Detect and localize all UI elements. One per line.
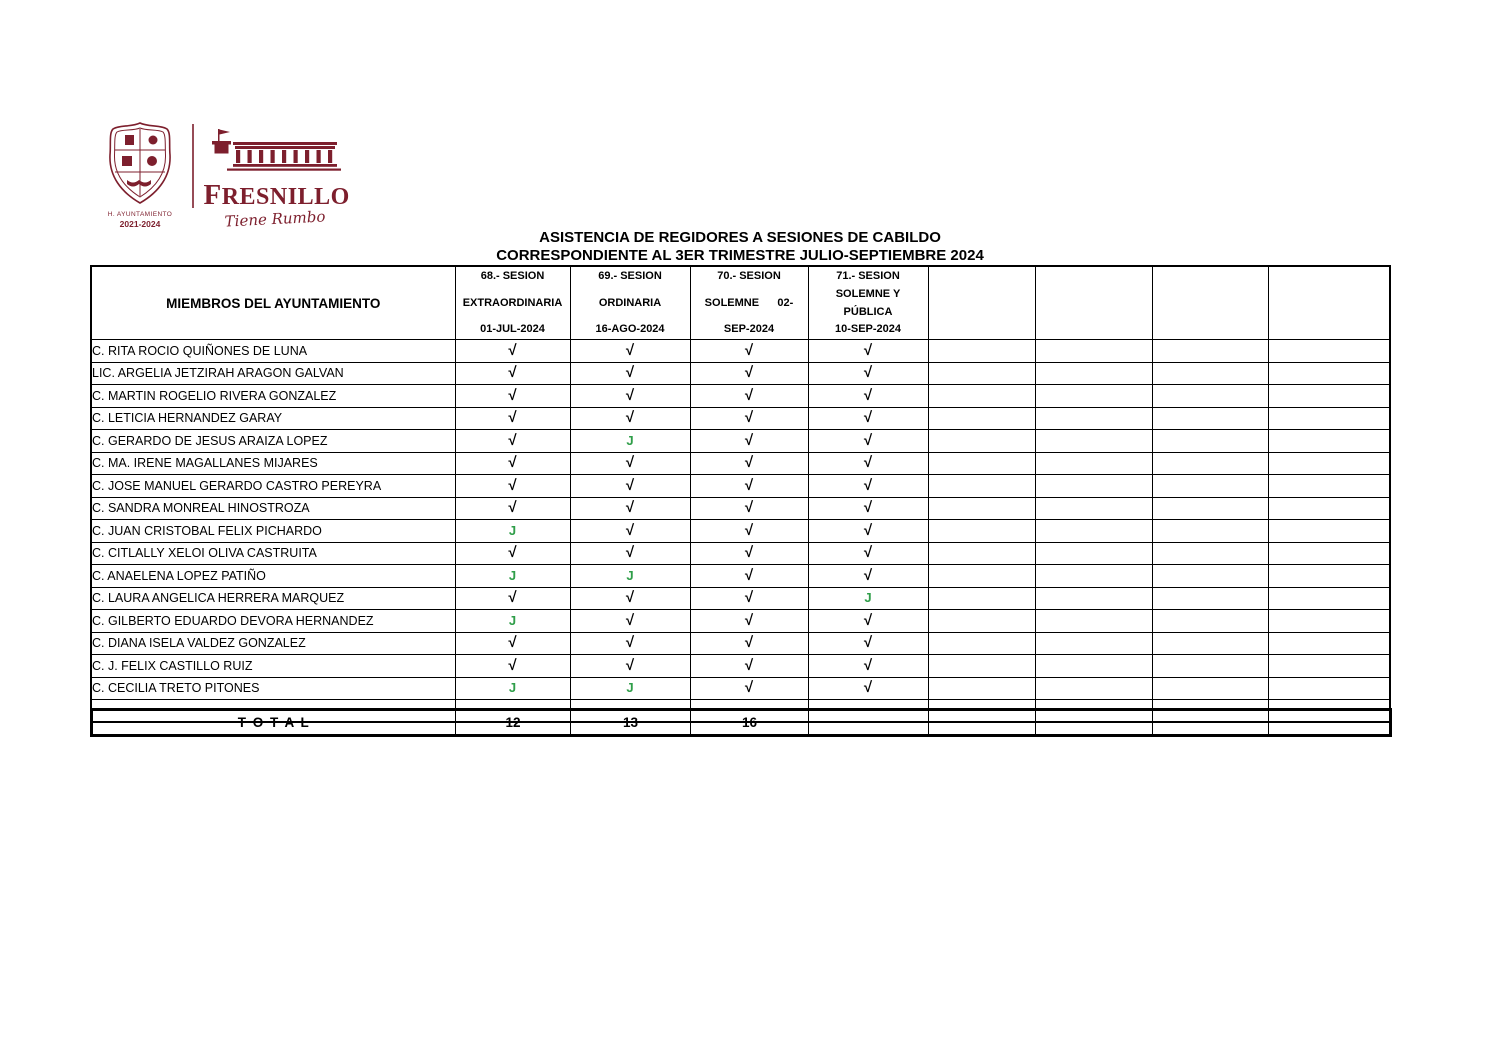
empty-cell (1268, 430, 1390, 453)
present-checkmark: √ (625, 409, 635, 427)
attendance-mark-cell (808, 362, 928, 385)
member-name-cell: C. LETICIA HERNANDEZ GARAY (91, 407, 455, 430)
empty-cell (928, 655, 1035, 678)
total-row-table (90, 708, 1392, 737)
attendance-mark-cell (690, 655, 808, 678)
total-value-cell (929, 710, 1036, 736)
member-row (91, 565, 1390, 588)
empty-cell (1268, 587, 1390, 610)
present-checkmark: √ (625, 611, 635, 629)
session-column-header-71 (808, 266, 928, 340)
empty-cell (928, 475, 1035, 498)
attendance-mark-cell (808, 385, 928, 408)
municipal-coat-of-arms (96, 120, 184, 229)
total-value-cell (1153, 710, 1269, 736)
empty-cell (928, 362, 1035, 385)
attendance-mark-cell (570, 520, 690, 543)
attendance-mark-cell (808, 655, 928, 678)
empty-cell (1268, 610, 1390, 633)
attendance-mark-cell (808, 497, 928, 520)
ayuntamiento-caption: H. AYUNTAMIENTO (107, 211, 173, 218)
logo-divider (192, 124, 194, 208)
session-column-header-69 (570, 266, 690, 340)
session-header-line: 70.- SESION (717, 270, 781, 282)
empty-cell (1035, 452, 1152, 475)
fresnillo-logo (203, 128, 350, 231)
member-row (91, 452, 1390, 475)
empty-cell (1152, 520, 1268, 543)
session-column-header-68 (455, 266, 570, 340)
present-checkmark: √ (863, 341, 873, 359)
attendance-mark-cell (570, 655, 690, 678)
attendance-mark-cell (690, 340, 808, 363)
session-header-line: 16-AGO-2024 (595, 323, 665, 336)
empty-cell (928, 542, 1035, 565)
member-name-cell: C. DIANA ISELA VALDEZ GONZALEZ (91, 632, 455, 655)
total-value-cell: 12 (456, 710, 571, 736)
session-header-lines (691, 268, 808, 338)
member-row (91, 587, 1390, 610)
empty-cell (928, 520, 1035, 543)
empty-cell (1152, 497, 1268, 520)
member-name-cell: C. MA. IRENE MAGALLANES MIJARES (91, 452, 455, 475)
member-row (91, 340, 1390, 363)
present-checkmark: √ (508, 499, 517, 517)
attendance-mark-cell (690, 610, 808, 633)
attendance-mark-cell (570, 452, 690, 475)
present-checkmark: √ (863, 521, 873, 539)
member-row (91, 542, 1390, 565)
attendance-mark-cell (690, 385, 808, 408)
present-checkmark: √ (863, 454, 873, 472)
present-checkmark: √ (863, 634, 873, 652)
member-name-cell: LIC. ARGELIA JETZIRAH ARAGON GALVAN (91, 362, 455, 385)
empty-cell (1152, 362, 1268, 385)
present-checkmark: √ (744, 634, 754, 652)
session-column-header-70 (690, 266, 808, 340)
empty-cell (1152, 565, 1268, 588)
present-checkmark: √ (508, 341, 517, 359)
attendance-mark-cell (690, 632, 808, 655)
empty-cell (1152, 542, 1268, 565)
member-name-cell: C. JOSE MANUEL GERARDO CASTRO PEREYRA (91, 475, 455, 498)
member-row (91, 632, 1390, 655)
attendance-mark-cell (455, 655, 570, 678)
attendance-mark-cell (570, 632, 690, 655)
ayuntamiento-years: 2021-2024 (119, 219, 161, 229)
empty-cell (1035, 655, 1152, 678)
present-checkmark: √ (863, 544, 873, 562)
attendance-mark-cell (570, 362, 690, 385)
attendance-mark-cell (690, 565, 808, 588)
empty-cell (1152, 677, 1268, 700)
empty-column-header (1035, 266, 1152, 340)
present-checkmark: √ (744, 386, 754, 404)
attendance-mark-cell (570, 475, 690, 498)
session-header-line: 68.- SESION (480, 270, 545, 282)
member-name-cell: C. JUAN CRISTOBAL FELIX PICHARDO (91, 520, 455, 543)
member-name-cell: C. LAURA ANGELICA HERRERA MARQUEZ (91, 587, 455, 610)
attendance-mark-cell (570, 610, 690, 633)
member-name-cell: C. RITA ROCIO QUIÑONES DE LUNA (91, 340, 455, 363)
attendance-table (90, 265, 1391, 723)
total-value-cell (1036, 710, 1153, 736)
present-checkmark: √ (744, 544, 754, 562)
empty-cell (1035, 407, 1152, 430)
attendance-mark-cell (455, 407, 570, 430)
attendance-mark-cell (808, 452, 928, 475)
empty-cell (1035, 385, 1152, 408)
empty-cell (1268, 542, 1390, 565)
present-checkmark: √ (744, 656, 754, 674)
attendance-mark-cell (690, 362, 808, 385)
empty-cell (1035, 632, 1152, 655)
present-checkmark: √ (744, 566, 754, 584)
justified-absence-mark: J (508, 567, 517, 583)
justified-absence-mark: J (508, 612, 517, 628)
justified-absence-mark: J (626, 432, 634, 448)
empty-cell (1152, 632, 1268, 655)
total-value-cell (809, 710, 929, 736)
empty-cell (1268, 385, 1390, 408)
attendance-mark-cell (808, 677, 928, 700)
empty-cell (1268, 362, 1390, 385)
member-name-cell: C. MARTIN ROGELIO RIVERA GONZALEZ (91, 385, 455, 408)
present-checkmark: √ (863, 679, 873, 697)
present-checkmark: √ (625, 341, 635, 359)
present-checkmark: √ (625, 499, 635, 517)
member-name-cell: C. CECILIA TRETO PITONES (91, 677, 455, 700)
present-checkmark: √ (625, 386, 635, 404)
empty-cell (1152, 610, 1268, 633)
empty-cell (1035, 475, 1152, 498)
empty-cell (928, 587, 1035, 610)
justified-absence-mark: J (508, 522, 517, 538)
logo-area (96, 120, 350, 231)
fresnillo-tagline: Tiene Rumbo (223, 207, 326, 231)
attendance-mark-cell (690, 475, 808, 498)
present-checkmark: √ (508, 364, 517, 382)
attendance-mark-cell (455, 610, 570, 633)
empty-cell (1035, 587, 1152, 610)
present-checkmark: √ (744, 454, 754, 472)
session-header-line: 71.- SESION (836, 270, 900, 282)
empty-cell (928, 565, 1035, 588)
session-header-line: 10-SEP-2024 (834, 323, 902, 336)
attendance-mark-cell (455, 632, 570, 655)
attendance-mark-cell (455, 677, 570, 700)
session-header-line: SOLEMNE Y (835, 287, 901, 300)
empty-cell (928, 610, 1035, 633)
present-checkmark: √ (508, 656, 517, 674)
session-header-lines (571, 268, 690, 338)
present-checkmark: √ (625, 364, 635, 382)
empty-cell (1035, 542, 1152, 565)
attendance-mark-cell (455, 565, 570, 588)
empty-column-header (1152, 266, 1268, 340)
present-checkmark: √ (508, 386, 517, 404)
attendance-mark-cell (690, 497, 808, 520)
present-checkmark: √ (625, 656, 635, 674)
member-name-cell: C. ANAELENA LOPEZ PATIÑO (91, 565, 455, 588)
empty-cell (1035, 497, 1152, 520)
empty-cell (928, 632, 1035, 655)
present-checkmark: √ (625, 454, 635, 472)
attendance-mark-cell (570, 565, 690, 588)
present-checkmark: √ (508, 634, 517, 652)
empty-cell (1152, 407, 1268, 430)
empty-cell (928, 430, 1035, 453)
attendance-mark-cell (808, 632, 928, 655)
attendance-mark-cell (455, 475, 570, 498)
empty-cell (1035, 520, 1152, 543)
present-checkmark: √ (863, 409, 873, 427)
attendance-mark-cell (570, 497, 690, 520)
total-value-cell (1269, 710, 1391, 736)
attendance-mark-cell (455, 497, 570, 520)
members-column-header: MIEMBROS DEL AYUNTAMIENTO (91, 266, 455, 340)
total-value-cell: 13 (571, 710, 691, 736)
attendance-mark-cell (808, 565, 928, 588)
session-header-line: PÚBLICA (843, 305, 893, 318)
attendance-mark-cell (455, 452, 570, 475)
empty-cell (928, 452, 1035, 475)
empty-cell (1268, 452, 1390, 475)
present-checkmark: √ (863, 611, 873, 629)
present-checkmark: √ (863, 386, 873, 404)
member-name-cell: C. GILBERTO EDUARDO DEVORA HERNANDEZ (91, 610, 455, 633)
present-checkmark: √ (744, 611, 754, 629)
session-header-line: SOLEMNE 02- (704, 296, 794, 309)
empty-cell (928, 497, 1035, 520)
member-row (91, 497, 1390, 520)
attendance-mark-cell (570, 677, 690, 700)
total-value-cell: 16 (691, 710, 809, 736)
session-header-line: SEP-2024 (723, 323, 775, 336)
attendance-mark-cell (570, 542, 690, 565)
present-checkmark: √ (863, 431, 873, 449)
member-row (91, 385, 1390, 408)
attendance-mark-cell (808, 542, 928, 565)
member-row (91, 610, 1390, 633)
present-checkmark: √ (508, 544, 517, 562)
empty-cell (1268, 497, 1390, 520)
present-checkmark: √ (744, 431, 754, 449)
empty-cell (1268, 520, 1390, 543)
empty-cell (1035, 362, 1152, 385)
attendance-mark-cell (808, 610, 928, 633)
justified-absence-mark: J (626, 680, 634, 696)
attendance-mark-cell (690, 520, 808, 543)
present-checkmark: √ (863, 499, 873, 517)
building-icon (209, 128, 341, 174)
present-checkmark: √ (744, 476, 754, 494)
session-header-line: 01-JUL-2024 (480, 323, 545, 336)
present-checkmark: √ (625, 544, 635, 562)
attendance-mark-cell (690, 452, 808, 475)
attendance-mark-cell (690, 542, 808, 565)
justified-absence-mark: J (626, 567, 634, 583)
present-checkmark: √ (744, 341, 754, 359)
empty-cell (1152, 587, 1268, 610)
present-checkmark: √ (863, 476, 873, 494)
attendance-mark-cell (455, 542, 570, 565)
attendance-mark-cell (570, 587, 690, 610)
member-name-cell: C. GERARDO DE JESUS ARAIZA LOPEZ (91, 430, 455, 453)
session-header-lines (456, 268, 570, 338)
present-checkmark: √ (625, 589, 635, 607)
member-row (91, 475, 1390, 498)
empty-cell (1152, 475, 1268, 498)
title-line-1: ASISTENCIA DE REGIDORES A SESIONES DE CABILDO (539, 229, 941, 246)
empty-cell (928, 340, 1035, 363)
present-checkmark: √ (625, 634, 635, 652)
present-checkmark: √ (744, 521, 754, 539)
attendance-mark-cell (690, 587, 808, 610)
session-header-line: EXTRAORDINARIA (462, 296, 563, 309)
present-checkmark: √ (744, 499, 754, 517)
fresnillo-wordmark: FRESNILLO (203, 179, 350, 211)
attendance-mark-cell (455, 430, 570, 453)
member-row (91, 362, 1390, 385)
empty-column-header (1268, 266, 1390, 340)
attendance-mark-cell (808, 407, 928, 430)
empty-cell (1152, 655, 1268, 678)
table-header-row (91, 266, 1390, 340)
empty-cell (1268, 565, 1390, 588)
empty-cell (1268, 655, 1390, 678)
present-checkmark: √ (508, 454, 517, 472)
empty-cell (1152, 385, 1268, 408)
present-checkmark: √ (744, 364, 754, 382)
member-name-cell: C. SANDRA MONREAL HINOSTROZA (91, 497, 455, 520)
attendance-mark-cell (455, 340, 570, 363)
empty-cell (1152, 430, 1268, 453)
present-checkmark: √ (863, 566, 873, 584)
present-checkmark: √ (508, 476, 517, 494)
attendance-mark-cell (808, 340, 928, 363)
empty-cell (1035, 677, 1152, 700)
attendance-mark-cell (690, 407, 808, 430)
empty-cell (928, 677, 1035, 700)
member-row (91, 677, 1390, 700)
member-row (91, 430, 1390, 453)
empty-cell (1035, 565, 1152, 588)
justified-absence-mark: J (508, 680, 517, 696)
session-header-line: 69.- SESION (598, 270, 662, 282)
attendance-mark-cell (570, 407, 690, 430)
attendance-mark-cell (455, 385, 570, 408)
present-checkmark: √ (744, 679, 754, 697)
empty-column-header (928, 266, 1035, 340)
present-checkmark: √ (744, 409, 754, 427)
empty-cell (1268, 340, 1390, 363)
empty-cell (1035, 430, 1152, 453)
empty-cell (928, 407, 1035, 430)
empty-cell (928, 385, 1035, 408)
shield-emblem-icon (103, 120, 177, 206)
member-row (91, 520, 1390, 543)
attendance-mark-cell (808, 587, 928, 610)
empty-cell (1268, 407, 1390, 430)
attendance-mark-cell (690, 430, 808, 453)
present-checkmark: √ (863, 364, 873, 382)
empty-cell (1268, 475, 1390, 498)
attendance-mark-cell (455, 587, 570, 610)
attendance-mark-cell (570, 385, 690, 408)
attendance-mark-cell (808, 520, 928, 543)
present-checkmark: √ (625, 521, 635, 539)
present-checkmark: √ (744, 589, 754, 607)
member-name-cell: C. J. FELIX CASTILLO RUIZ (91, 655, 455, 678)
total-label: T O T A L (92, 710, 456, 736)
attendance-mark-cell (455, 362, 570, 385)
empty-cell (1035, 610, 1152, 633)
empty-cell (1268, 632, 1390, 655)
attendance-mark-cell (455, 520, 570, 543)
empty-cell (1152, 452, 1268, 475)
member-name-cell: C. CITLALLY XELOI OLIVA CASTRUITA (91, 542, 455, 565)
present-checkmark: √ (508, 431, 517, 449)
member-row (91, 407, 1390, 430)
justified-absence-mark: J (864, 590, 872, 606)
empty-cell (1152, 340, 1268, 363)
present-checkmark: √ (508, 589, 517, 607)
attendance-mark-cell (570, 340, 690, 363)
member-row (91, 655, 1390, 678)
attendance-mark-cell (808, 430, 928, 453)
present-checkmark: √ (863, 656, 873, 674)
present-checkmark: √ (508, 409, 517, 427)
present-checkmark: √ (625, 476, 635, 494)
attendance-mark-cell (690, 677, 808, 700)
document-title (90, 229, 1390, 266)
attendance-mark-cell (808, 475, 928, 498)
attendance-mark-cell (570, 430, 690, 453)
empty-cell (1268, 677, 1390, 700)
empty-cell (1035, 340, 1152, 363)
session-header-line: ORDINARIA (598, 296, 662, 309)
total-row (92, 710, 1391, 736)
title-line-2: CORRESPONDIENTE AL 3ER TRIMESTRE JULIO-SEPTIEMBRE 2024 (496, 247, 984, 265)
session-header-lines (809, 268, 928, 338)
